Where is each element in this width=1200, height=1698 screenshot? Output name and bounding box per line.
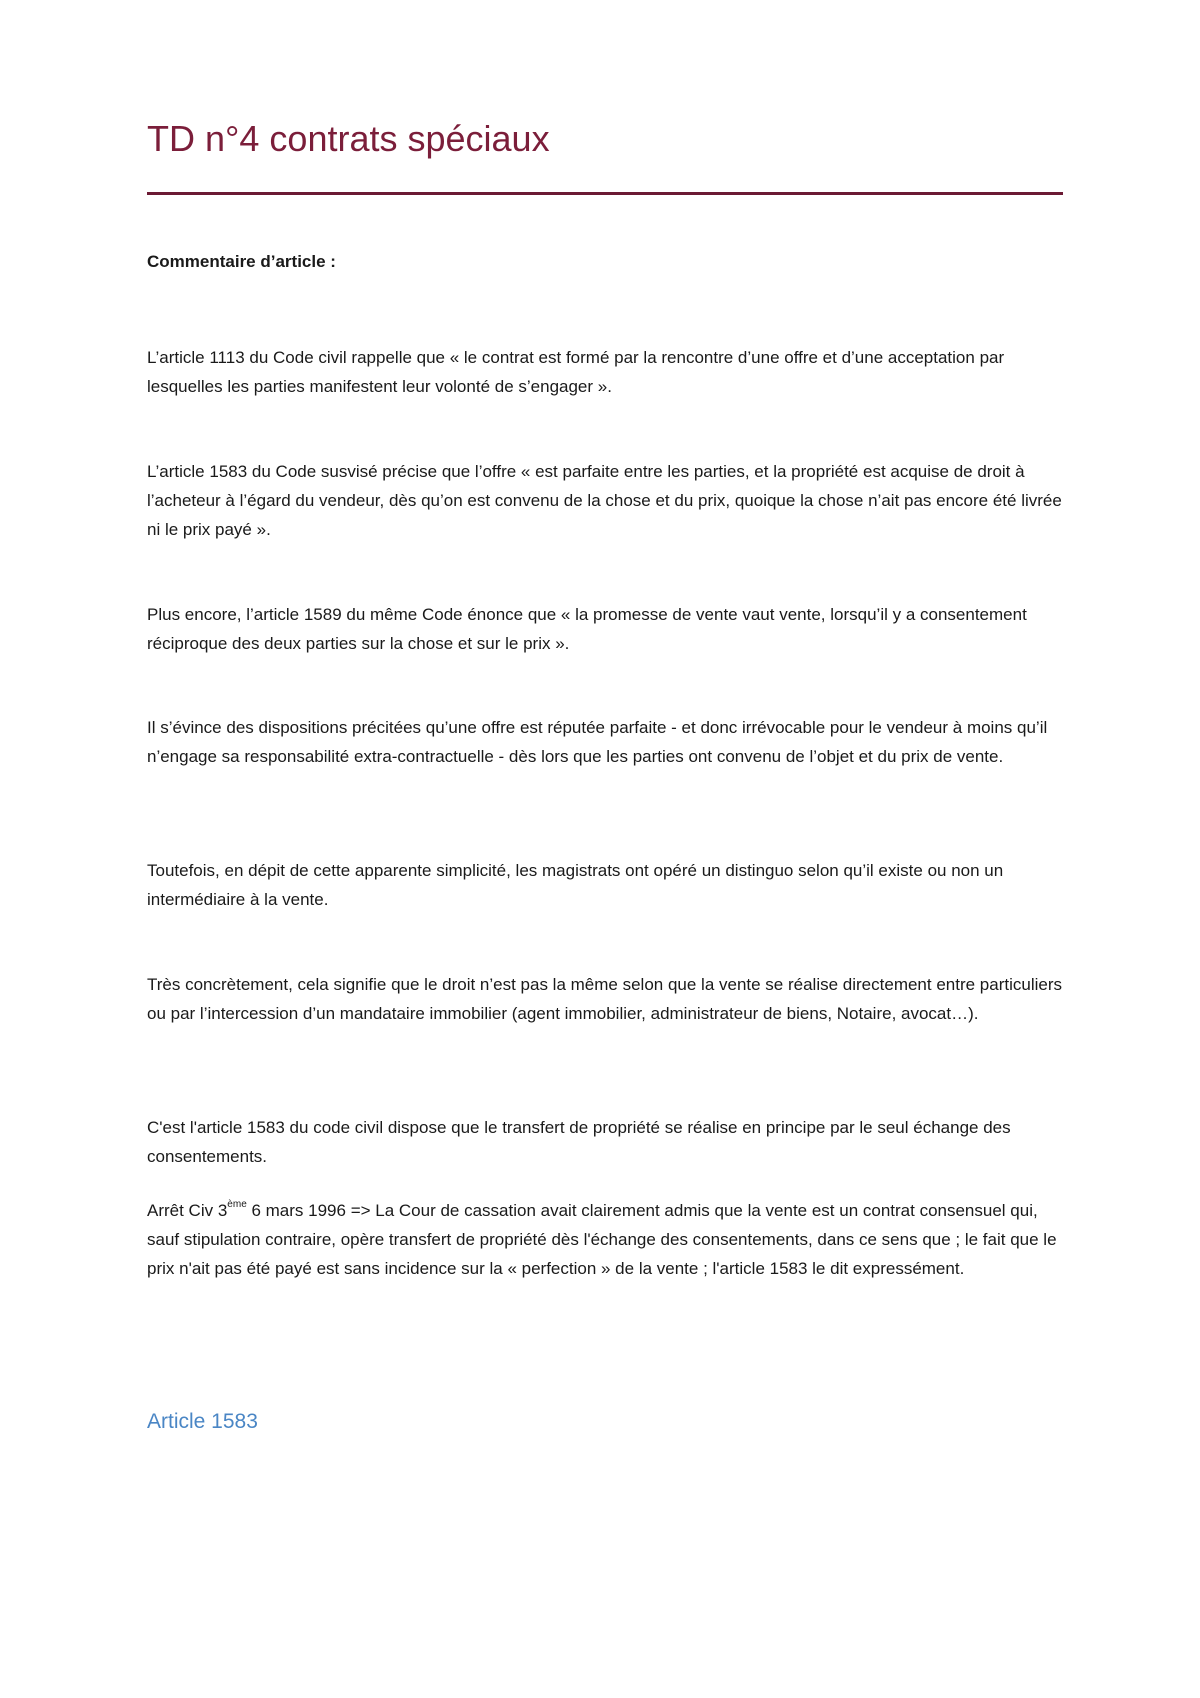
paragraph-transfert: C'est l'article 1583 du code civil dispose que le transfert de propriété se réalise en principe par le seul échange des consentements. xyxy=(147,1118,1011,1166)
section-heading: Commentaire d’article : xyxy=(147,252,336,271)
arret-prefix: Arrêt Civ 3 xyxy=(147,1201,228,1220)
paragraph-article-1589: Plus encore, l’article 1589 du même Code énonce que « la promesse de vente vaut vente, lorsqu’il y a consentement réciproque des deux parties sur la chose et sur le prix ». xyxy=(147,605,1027,653)
title-divider xyxy=(147,192,1063,195)
paragraph-arret xyxy=(147,1196,1067,1283)
article-1583-link[interactable]: Article 1583 xyxy=(147,1410,258,1433)
document-title: TD n°4 contrats spéciaux xyxy=(147,118,550,159)
arret-superscript: ème xyxy=(227,1199,247,1211)
paragraph-toutefois: Toutefois, en dépit de cette apparente simplicité, les magistrats ont opéré un distinguo selon qu’il existe ou non un intermédiaire à la vente. xyxy=(147,861,1004,909)
paragraph-article-1583: L’article 1583 du Code susvisé précise que l’offre « est parfaite entre les parties, et la propriété est acquise de droit à l’acheteur à l’égard du vendeur, dès qu’on est convenu de la chose et du prix, quoique la chose n’ait pas encore été livrée ni le prix payé ». xyxy=(147,462,1062,539)
paragraph-article-1113: L’article 1113 du Code civil rappelle que « le contrat est formé par la rencontre d’une offre et d’une acceptation par lesquelles les parties manifestent leur volonté de s’engager ». xyxy=(147,348,1005,396)
document-page xyxy=(147,0,1063,1698)
paragraph-concretement: Très concrètement, cela signifie que le droit n’est pas la même selon que la vente se réalise directement entre particuliers ou par l’intercession d’un mandataire immobilier (agent immobilier, administrateur de biens, Notaire, avocat…). xyxy=(147,975,1062,1023)
paragraph-dispositions: Il s’évince des dispositions précitées qu’une offre est réputée parfaite - et donc irrévocable pour le vendeur à moins qu’il n’engage sa responsabilité extra-contractuelle - dès lors que les parties ont convenu de l’objet et du prix de vente. xyxy=(147,718,1048,766)
arret-text: 6 mars 1996 => La Cour de cassation avait clairement admis que la vente est un contrat consensuel qui, sauf stipulation contraire, opère transfert de propriété dès l'échange des consentements, dans ce sens que ; le fait que le prix n'ait pas été payé est sans incidence sur la « perfection » de la vente ; l'article 1583 le dit expressément. xyxy=(147,1201,1057,1278)
